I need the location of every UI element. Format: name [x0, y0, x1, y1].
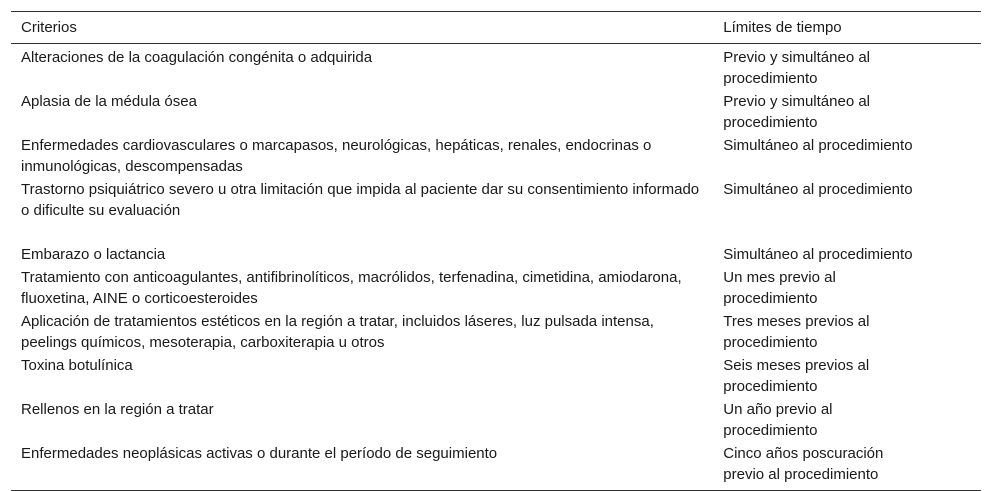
- cell-limite: Simultáneo al procedimiento: [723, 246, 913, 263]
- cell-limite: Seis meses previos al procedimiento: [723, 357, 870, 395]
- cell-criterio: Trastorno psiquiátrico severo u otra limitación que impida al paciente dar su consentimiento informado o dificulte su evaluación: [21, 181, 700, 219]
- cell-limite: Previo y simultáneo al procedimiento: [723, 49, 870, 87]
- table-row: [11, 179, 981, 223]
- table-row: [11, 223, 981, 267]
- cell-limite: Un año previo al procedimiento: [723, 401, 833, 439]
- criteria-table: [11, 11, 981, 491]
- cell-limite: Previo y simultáneo al procedimiento: [723, 93, 870, 131]
- cell-criterio: Alteraciones de la coagulación congénita o adquirida: [21, 49, 373, 66]
- table-row: [11, 399, 981, 443]
- cell-criterio: Aplasia de la médula ósea: [21, 93, 197, 110]
- table-row: [11, 355, 981, 399]
- criteria-table-container: [11, 11, 981, 491]
- cell-criterio: Enfermedades cardiovasculares o marcapasos, neurológicas, hepáticas, renales, endocrinas o inmunológicas, descompensadas: [21, 137, 652, 175]
- cell-criterio: Tratamiento con anticoagulantes, antifibrinolíticos, macrólidos, terfenadina, cimetidina, amiodarona, fluoxetina, AINE o corticoesteroides: [21, 269, 682, 307]
- cell-criterio: Enfermedades neoplásicas activas o durante el período de seguimiento: [11, 443, 713, 491]
- table-row: [11, 135, 981, 179]
- table-row: [11, 443, 981, 491]
- table-row: [11, 267, 981, 311]
- cell-limite: Simultáneo al procedimiento: [723, 137, 913, 154]
- cell-limite: Tres meses previos al procedimiento: [723, 313, 870, 351]
- cell-limite: Cinco años poscuración previo al procedimiento: [723, 445, 884, 483]
- table-row: [11, 311, 981, 355]
- cell-limite: Simultáneo al procedimiento: [723, 181, 913, 198]
- header-criterios: Criterios: [11, 12, 713, 44]
- cell-criterio: Embarazo o lactancia: [21, 246, 166, 263]
- table-row: [11, 91, 981, 135]
- cell-criterio: Toxina botulínica: [21, 357, 133, 374]
- cell-limite: Un mes previo al procedimiento: [723, 269, 836, 307]
- cell-criterio: Rellenos en la región a tratar: [21, 401, 214, 418]
- header-limites-de-tiempo: Límites de tiempo: [713, 12, 981, 44]
- table-row: [11, 44, 981, 92]
- table-header-row: [11, 12, 981, 44]
- cell-criterio: Aplicación de tratamientos estéticos en la región a tratar, incluidos láseres, luz pulsada intensa, peelings químicos, mesoterapia, carboxiterapia u otros: [21, 313, 654, 351]
